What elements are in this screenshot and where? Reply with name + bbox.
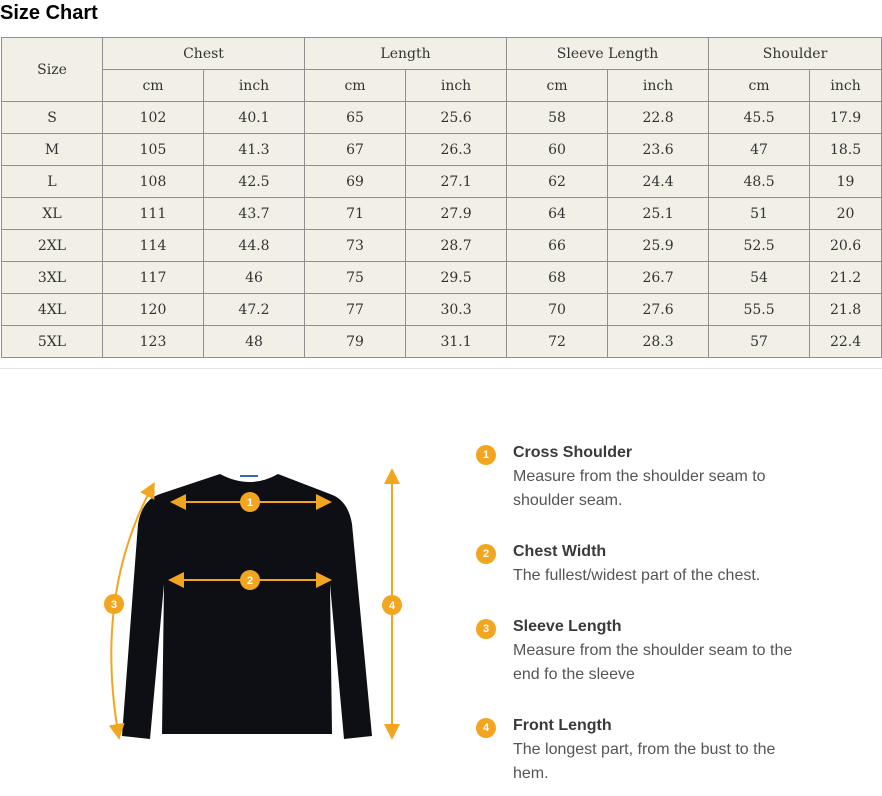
unit-cell: inch xyxy=(608,70,709,102)
marker-3 xyxy=(104,594,124,614)
legend-description: The fullest/widest part of the chest. xyxy=(513,567,761,584)
table-cell: 26.7 xyxy=(608,262,709,294)
table-cell: 64 xyxy=(507,198,608,230)
header-shoulder: Shoulder xyxy=(709,38,882,70)
marker-1-label: 1 xyxy=(246,497,254,509)
table-row xyxy=(2,262,882,294)
table-cell: 62 xyxy=(507,166,608,198)
table-cell: 19 xyxy=(810,166,882,198)
table-cell: 105 xyxy=(103,134,204,166)
table-cell: 66 xyxy=(507,230,608,262)
table-cell: 47.2 xyxy=(204,294,305,326)
unit-cell: cm xyxy=(305,70,406,102)
table-cell: 48.5 xyxy=(709,166,810,198)
table-cell: 48 xyxy=(204,326,305,358)
size-chart-table xyxy=(1,37,882,358)
table-cell: 58 xyxy=(507,102,608,134)
size-label-cell: 5XL xyxy=(2,326,103,358)
number-badge: 3 xyxy=(476,619,496,639)
header-sleeve-length: Sleeve Length xyxy=(507,38,709,70)
unit-cell: inch xyxy=(406,70,507,102)
size-label-cell: XL xyxy=(2,198,103,230)
marker-4-label: 4 xyxy=(388,600,396,612)
size-label-cell: 2XL xyxy=(2,230,103,262)
size-label-cell: L xyxy=(2,166,103,198)
size-label-cell: S xyxy=(2,102,103,134)
table-cell: 123 xyxy=(103,326,204,358)
measurement-guide xyxy=(0,368,882,796)
table-cell: 72 xyxy=(507,326,608,358)
unit-cell: cm xyxy=(103,70,204,102)
marker-2 xyxy=(240,570,260,590)
table-cell: 68 xyxy=(507,262,608,294)
table-cell: 75 xyxy=(305,262,406,294)
table-cell: 57 xyxy=(709,326,810,358)
table-cell: 71 xyxy=(305,198,406,230)
table-cell: 27.9 xyxy=(406,198,507,230)
measurement-legend xyxy=(474,441,874,786)
legend-title: Cross Shoulder xyxy=(513,444,633,461)
table-cell: 46 xyxy=(204,262,305,294)
table-cell: 31.1 xyxy=(406,326,507,358)
unit-cell: cm xyxy=(709,70,810,102)
marker-2-label: 2 xyxy=(246,575,254,587)
unit-cell: inch xyxy=(204,70,305,102)
table-units-row xyxy=(2,70,882,102)
table-cell: 41.3 xyxy=(204,134,305,166)
table-cell: 22.4 xyxy=(810,326,882,358)
table-cell: 51 xyxy=(709,198,810,230)
table-cell: 27.1 xyxy=(406,166,507,198)
table-cell: 111 xyxy=(103,198,204,230)
size-label-cell: 4XL xyxy=(2,294,103,326)
header-chest: Chest xyxy=(103,38,305,70)
table-cell: 77 xyxy=(305,294,406,326)
table-cell: 69 xyxy=(305,166,406,198)
table-cell: 117 xyxy=(103,262,204,294)
legend-item-chest-width xyxy=(474,540,874,588)
table-cell: 28.3 xyxy=(608,326,709,358)
table-cell: 21.2 xyxy=(810,262,882,294)
sweater-diagram xyxy=(80,454,420,754)
table-cell: 29.5 xyxy=(406,262,507,294)
table-cell: 26.3 xyxy=(406,134,507,166)
table-cell: 47 xyxy=(709,134,810,166)
table-row xyxy=(2,198,882,230)
table-row xyxy=(2,230,882,262)
marker-1 xyxy=(240,492,260,512)
table-cell: 52.5 xyxy=(709,230,810,262)
legend-item-sleeve-length xyxy=(474,615,874,687)
legend-description: Measure from the shoulder seam to shoulder seam. xyxy=(513,468,766,509)
unit-cell: cm xyxy=(507,70,608,102)
header-length: Length xyxy=(305,38,507,70)
table-cell: 45.5 xyxy=(709,102,810,134)
table-cell: 43.7 xyxy=(204,198,305,230)
table-cell: 120 xyxy=(103,294,204,326)
table-cell: 73 xyxy=(305,230,406,262)
table-cell: 25.1 xyxy=(608,198,709,230)
table-cell: 108 xyxy=(103,166,204,198)
table-cell: 20.6 xyxy=(810,230,882,262)
table-cell: 23.6 xyxy=(608,134,709,166)
legend-title: Sleeve Length xyxy=(513,618,622,635)
table-header-row xyxy=(2,38,882,70)
table-cell: 20 xyxy=(810,198,882,230)
table-cell: 21.8 xyxy=(810,294,882,326)
size-label-cell: M xyxy=(2,134,103,166)
table-cell: 30.3 xyxy=(406,294,507,326)
table-cell: 114 xyxy=(103,230,204,262)
legend-item-cross-shoulder xyxy=(474,441,874,513)
legend-title: Front Length xyxy=(513,717,612,734)
table-cell: 27.6 xyxy=(608,294,709,326)
table-cell: 60 xyxy=(507,134,608,166)
number-badge: 2 xyxy=(476,544,496,564)
table-cell: 28.7 xyxy=(406,230,507,262)
table-row xyxy=(2,102,882,134)
number-badge: 1 xyxy=(476,445,496,465)
size-label-cell: 3XL xyxy=(2,262,103,294)
table-cell: 67 xyxy=(305,134,406,166)
number-badge: 4 xyxy=(476,718,496,738)
table-cell: 70 xyxy=(507,294,608,326)
table-cell: 22.8 xyxy=(608,102,709,134)
header-size: Size xyxy=(2,38,103,102)
table-cell: 79 xyxy=(305,326,406,358)
table-cell: 40.1 xyxy=(204,102,305,134)
table-cell: 24.4 xyxy=(608,166,709,198)
marker-4 xyxy=(382,595,402,615)
table-cell: 25.6 xyxy=(406,102,507,134)
table-row xyxy=(2,326,882,358)
table-row xyxy=(2,294,882,326)
table-row xyxy=(2,166,882,198)
table-cell: 44.8 xyxy=(204,230,305,262)
table-cell: 55.5 xyxy=(709,294,810,326)
unit-cell: inch xyxy=(810,70,882,102)
legend-item-front-length xyxy=(474,714,874,786)
legend-description: Measure from the shoulder seam to the end fo the sleeve xyxy=(513,642,793,683)
table-cell: 17.9 xyxy=(810,102,882,134)
table-row xyxy=(2,134,882,166)
table-cell: 102 xyxy=(103,102,204,134)
table-cell: 65 xyxy=(305,102,406,134)
table-cell: 25.9 xyxy=(608,230,709,262)
sweater-shape xyxy=(122,474,372,739)
marker-3-label: 3 xyxy=(110,599,118,611)
table-cell: 42.5 xyxy=(204,166,305,198)
legend-title: Chest Width xyxy=(513,543,607,560)
table-cell: 18.5 xyxy=(810,134,882,166)
page-title: Size Chart xyxy=(0,2,98,24)
table-cell: 54 xyxy=(709,262,810,294)
legend-description: The longest part, from the bust to the hem. xyxy=(513,741,776,782)
